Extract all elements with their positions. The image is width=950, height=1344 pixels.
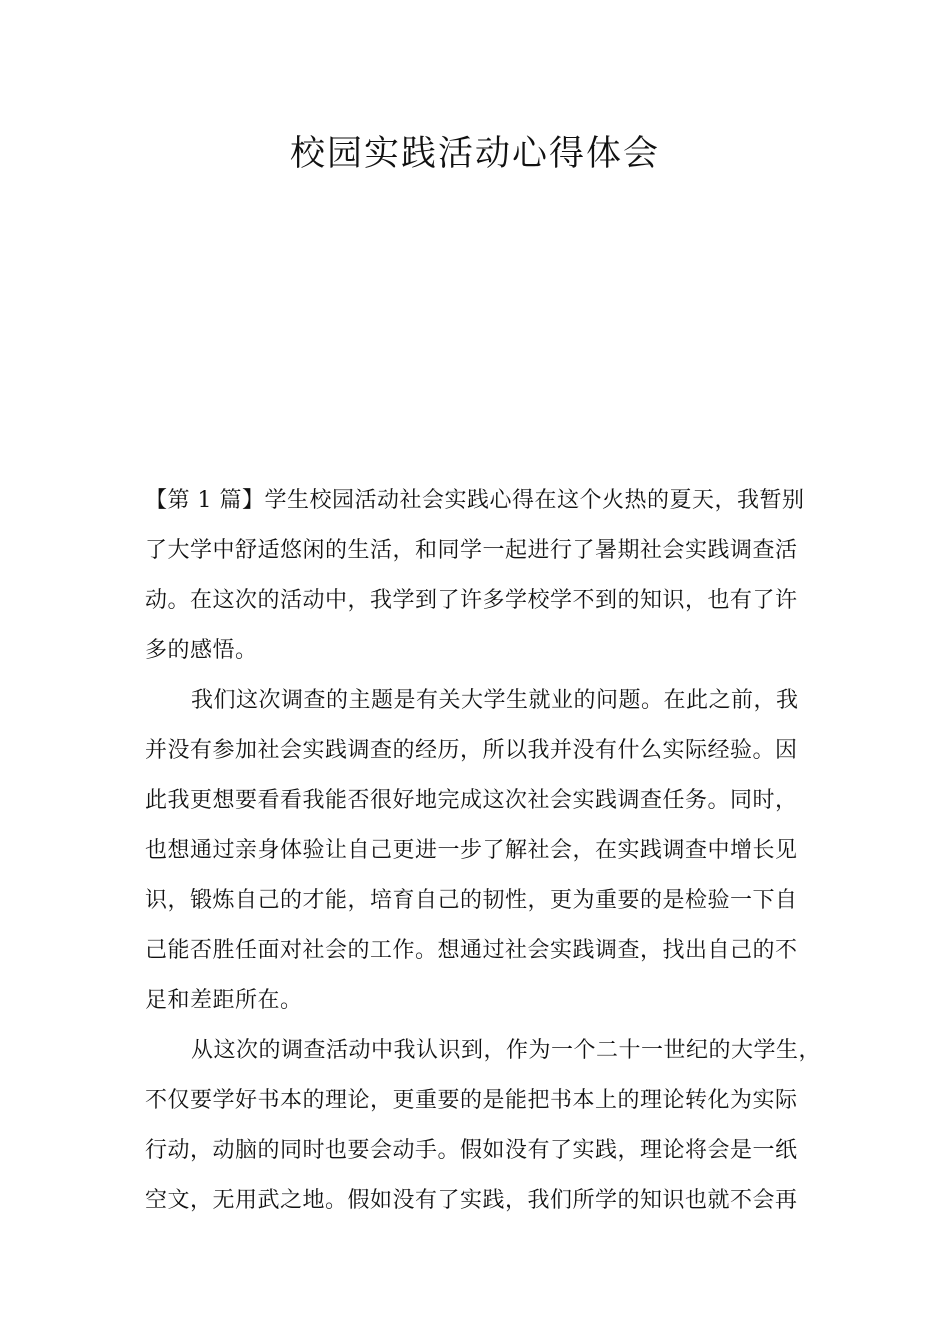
paragraph-line: 足和差距所在。 bbox=[145, 988, 303, 1013]
paragraph-line: 空文，无用武之地。假如没有了实践，我们所学的知识也就不会再 bbox=[145, 1188, 798, 1213]
document-body bbox=[145, 476, 825, 1226]
paragraph-line: 己能否胜任面对社会的工作。想通过社会实践调查，找出自己的不 bbox=[145, 938, 798, 963]
paragraph-line: 了大学中舒适悠闲的生活，和同学一起进行了暑期社会实践调查活 bbox=[145, 538, 798, 563]
paragraph-line: 也想通过亲身体验让自己更进一步了解社会，在实践调查中增长见 bbox=[145, 838, 798, 863]
paragraph-2 bbox=[145, 676, 825, 1026]
paragraph-line: 识，锻炼自己的才能，培育自己的韧性，更为重要的是检验一下自 bbox=[145, 888, 798, 913]
paragraph-line: 【第 1 篇】学生校园活动社会实践心得在这个火热的夏天，我暂别 bbox=[145, 488, 805, 513]
paragraph-line: 动。在这次的活动中，我学到了许多学校学不到的知识，也有了许 bbox=[145, 588, 798, 613]
paragraph-line: 多的感悟。 bbox=[145, 638, 258, 663]
paragraph-line: 从这次的调查活动中我认识到，作为一个二十一世纪的大学生， bbox=[191, 1038, 822, 1063]
paragraph-line: 不仅要学好书本的理论，更重要的是能把书本上的理论转化为实际 bbox=[145, 1088, 798, 1113]
paragraph-line: 此我更想要看看我能否很好地完成这次社会实践调查任务。同时， bbox=[145, 788, 798, 813]
paragraph-line: 我们这次调查的主题是有关大学生就业的问题。在此之前，我 bbox=[191, 688, 799, 713]
paragraph-line: 并没有参加社会实践调查的经历，所以我并没有什么实际经验。因 bbox=[145, 738, 798, 763]
document-title: 校园实践活动心得体会 bbox=[289, 134, 660, 174]
paragraph-line: 行动，动脑的同时也要会动手。假如没有了实践，理论将会是一纸 bbox=[145, 1138, 798, 1163]
paragraph-1 bbox=[145, 476, 825, 676]
paragraph-3 bbox=[145, 1026, 825, 1226]
